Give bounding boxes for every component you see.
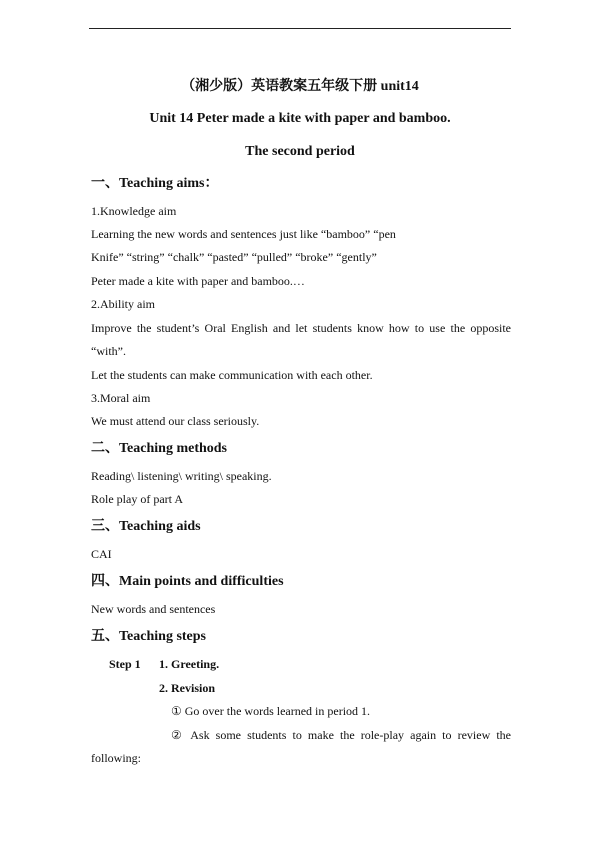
ability-aim-line: Improve the student’s Oral English and let students know how to use the opposite: [91, 321, 511, 335]
ability-aim-line: “with”.: [91, 344, 126, 358]
methods-line: Reading\ listening\ writing\ speaking.: [91, 469, 272, 483]
step-item-greeting: 1. Greeting.: [159, 657, 220, 671]
section-heading-teaching-aids: 三、Teaching aids: [91, 519, 201, 534]
document-title-cn: （湘少版）英语教案五年级下册 unit14: [181, 79, 419, 94]
moral-aim-label: 3.Moral aim: [91, 391, 151, 405]
knowledge-aim-line: Peter made a kite with paper and bamboo.…: [91, 274, 305, 288]
section-heading-teaching-aims: 一、Teaching aims：: [91, 176, 219, 191]
revision-sub-item-continued: following:: [91, 751, 141, 765]
header-rule: [89, 28, 511, 29]
unit-title: Unit 14 Peter made a kite with paper and bamboo.: [149, 111, 451, 126]
step-item-revision: 2. Revision: [159, 681, 216, 695]
ability-aim-line: Let the students can make communication with each other.: [91, 368, 373, 382]
ability-aim-label: 2.Ability aim: [91, 297, 155, 311]
aids-line: CAI: [91, 547, 112, 561]
period-title: The second period: [245, 144, 355, 159]
moral-aim-line: We must attend our class seriously.: [91, 414, 260, 428]
revision-sub-item: ① Go over the words learned in period 1.: [171, 704, 371, 718]
main-points-line: New words and sentences: [91, 602, 216, 616]
revision-sub-item: ② Ask some students to make the role-play again to review the: [171, 728, 511, 742]
knowledge-aim-line: Knife” “string” “chalk” “pasted” “pulled” “broke” “gently”: [91, 250, 377, 264]
step-label: Step 1: [109, 657, 141, 671]
knowledge-aim-label: 1.Knowledge aim: [91, 204, 177, 218]
knowledge-aim-line: Learning the new words and sentences just like “bamboo” “pen: [91, 227, 396, 241]
section-heading-teaching-methods: 二、Teaching methods: [91, 441, 228, 456]
section-heading-main-points: 四、Main points and difficulties: [91, 574, 284, 589]
methods-line: Role play of part A: [91, 492, 183, 506]
section-heading-teaching-steps: 五、Teaching steps: [91, 629, 207, 644]
